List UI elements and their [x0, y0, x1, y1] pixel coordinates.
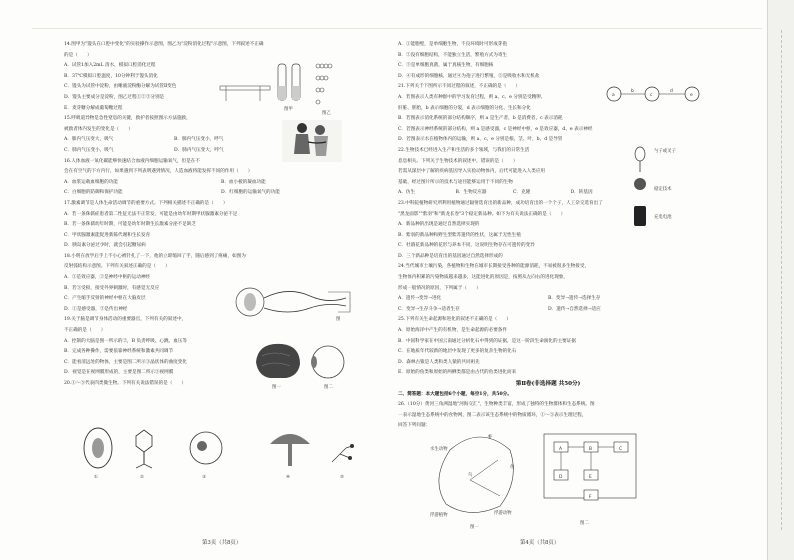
question-18-option: A．①是效应器，②是神经中枢的运动神经 — [64, 275, 151, 281]
question-21-option: D．若图表示水在植物体内的运输，则 a、c、e 分别是根、茎、叶，b、d 是导管 — [398, 137, 563, 143]
question-22 — [398, 146, 698, 199]
question-24-stem: 生物体内积累的污染物质越来越多，这能进化的原因是，按照从左向右的进化现象， — [398, 275, 568, 281]
q22-label-battery: 充电电池 — [654, 215, 672, 220]
question-24-options — [398, 294, 698, 305]
cycle-title: 图二 — [580, 521, 589, 526]
question-16-option: D．红细胞的运输氧气的功能 — [221, 190, 280, 196]
question-16-stem: 16.人体血液一氧化碳能够快速结合血液内细胞运输氧气，但是在不 — [64, 158, 200, 164]
chain-node-e: e — [690, 93, 693, 98]
q15-heimlich-figure — [282, 120, 342, 162]
question-15-stem: 15.呼吸道异物是急性窒息的关键，救护者按照图示方法施救， — [64, 116, 191, 122]
question-25-option: E．原始的鱼类和原始的两栖类都是由古代的鱼类进化而来 — [398, 370, 517, 376]
question-16-option: B．血小板的凝血功能 — [221, 179, 266, 185]
q22-biotech-figure — [632, 146, 648, 230]
binding-dashed-line — [781, 30, 782, 530]
question-14-option: B．37℃模拟口腔温度，10分钟利于馒头消化 — [64, 73, 158, 79]
cycle-node: D — [559, 475, 563, 480]
question-15-options — [64, 135, 284, 146]
question-19-option: A．控制的大脑是图一所示的②，B 负责呼吸、心跳、血压等 — [64, 338, 187, 344]
question-19-stem: 不正确的是（ ） — [64, 328, 106, 334]
q20-figure-number: ① — [94, 475, 98, 480]
q22-label-spoon: 勺子或叉子 — [654, 149, 676, 154]
q20-figure-number: ⑤ — [340, 475, 344, 480]
q14-test-tube-figure — [218, 56, 348, 116]
question-15-stem: 被救者体内发生的变化是（ ） — [64, 126, 133, 132]
question-25-option: A．原始海洋中产生的有机物，是生命起源的必要条件 — [398, 328, 507, 334]
question-22-stem: 若需从深层中了解的疾病基因导入实验动物体内，后代可能进入人类应用 — [398, 169, 546, 175]
question-15-options — [64, 146, 284, 157]
question-23-stem: 23.中科院植物研究所利用植物通过辐射选育出的新品种，成功培育出的一个个子，人工杂交选育出了 — [398, 200, 603, 206]
q19-figure-label-1: 图一 — [272, 385, 281, 390]
question-17-option: D．胰岛素分泌过少时，就会引起糖尿病 — [64, 243, 146, 249]
question-25-stem: 25.下列有关生命起源和进化的叙述不正确的是（ ） — [398, 317, 511, 323]
question-20-option: D．④有成形的细胞核，通过④为孢子进行繁殖，⑤是吸收水和无机盐 — [398, 73, 540, 79]
q19-brain-eye-figure — [250, 336, 350, 392]
question-23-option: A．新品种的出现是通过自然选择实现的 — [398, 222, 480, 228]
q26-food-web-figure — [420, 420, 540, 530]
question-26-stem: 一表示湿地生态系统中的食物网，图二表示该生态系统中的物质循环，①～⑤表示生理过程， — [398, 412, 587, 418]
food-web-node: 水生动物 — [430, 447, 448, 452]
question-24-option: B．变异→遗传→选择生存 — [548, 296, 601, 302]
question-17-option: A．若一条侏儒症患者第二性征无法不正常发，可能是由幼年时期甲状腺激素分泌不足 — [64, 211, 238, 217]
question-16-options — [64, 178, 378, 189]
question-25-option: B．中国科学家在中国云南通过分析化石中得到的证据，是这一阶段生命演化的主要证据 — [398, 338, 576, 344]
food-web-node: 浮游植物 — [430, 513, 448, 518]
question-17 — [64, 199, 378, 252]
question-15-option: B．肺内气压变小，呼气 — [174, 137, 224, 143]
question-20-options — [398, 40, 698, 82]
question-18-option: D．①是感受器，③是传出神经 — [64, 306, 128, 312]
question-20-option: B．②没有细胞结构，不能独立生活，繁殖方式为寄生 — [398, 52, 508, 58]
question-18-stem: 18.小明在放学后手上不小心被针扎了一下，他的立即缩回了手，随后感到了疼痛，如图为 — [64, 253, 246, 259]
q19-figure-label-2: 图二 — [324, 385, 333, 390]
question-22-option: A．仿生 — [398, 190, 416, 196]
question-16 — [64, 157, 378, 199]
cycle-node: A — [559, 447, 563, 452]
food-web-node: 鸟 — [468, 473, 473, 478]
question-20-option: C．③是单细胞真菌，属于真核生物，有细胞核 — [398, 63, 494, 69]
question-17-stem: 17.激素调节是人体生命活动调节的重要方式。下列相关描述不正确的是（ ） — [64, 200, 228, 206]
question-24-option: C．变异→生存斗争→适者生存 — [398, 306, 460, 312]
chain-arrow-b: b — [631, 89, 634, 94]
cycle-node: E — [589, 475, 592, 480]
question-24-option: D．遗传→自然选择→适应 — [548, 306, 601, 312]
q26-cycle-figure — [540, 426, 640, 530]
food-web-node: 鱼 — [510, 465, 515, 470]
question-23 — [398, 199, 698, 263]
question-22-stem: 基础，经过图片所示的技术与途径能够运用于不同的生物 — [398, 179, 513, 185]
q20-figure-number: ③ — [202, 475, 206, 480]
chain-node-c: c — [650, 93, 653, 98]
question-22-stem: 22.生物技术已经进入生产和生活的多个领域，与我们的日常生活 — [398, 147, 530, 153]
binding-margin — [767, 0, 794, 560]
q22-label-tech: 稳定技术 — [654, 187, 672, 192]
question-18-option: B．若⑤受损，接受外界刺激时，有感觉无反应 — [64, 285, 160, 291]
food-web-node: 浮游动物 — [494, 511, 512, 516]
question-24-options — [398, 305, 698, 316]
chain-node-a: a — [612, 93, 615, 98]
question-24-stem: 形成一般情况的原因，下列属于（ ） — [398, 285, 481, 291]
question-17-option: C．甲状腺激素能促进新陈代谢和生长发育 — [64, 232, 151, 238]
question-25-option: D．森林古猿是人类和类人猿的共同祖先 — [398, 359, 480, 365]
q14-figure-label-a: 图甲 — [284, 107, 293, 112]
question-14-option: E．麦芽糖分解成葡萄糖过程 — [64, 105, 123, 111]
question-23-option: D．三个新品种是培育出的基因通过自然选择形成的 — [398, 253, 503, 259]
question-18-stem: 反射弧结构示意图。下列有关叙述正确的是（ ） — [64, 264, 170, 270]
part-2-heading: 二、简答题：本大题包括6个小题，每空1分，共50分。 — [398, 391, 512, 397]
question-16-option: A．血浆运载血细胞的功能 — [64, 179, 118, 185]
question-21-option: 肝脏、胚胎，b 表示细胞的分裂，d 表示细胞的分化、生长和分化 — [398, 105, 531, 111]
question-19-option: C．能看清远处的物体，主要是图二所示③晶状体的曲度变化 — [64, 359, 187, 365]
page-4-footer: 第4页（共8页） — [520, 540, 560, 546]
question-22-options — [398, 188, 628, 199]
question-24-option: A．遗传→变异→进化 — [398, 296, 442, 302]
question-19-stem: 19.关于脑是调节身体活动的重要器官，下列有关的叙述中， — [64, 317, 187, 323]
question-21-option: B．若图表示消化系统的部分结构顺序，则 a 是生产者，b 是消费者，c 表示消耗 — [398, 116, 563, 122]
chain-arrow-d: d — [670, 89, 673, 94]
question-19-option: D．视觉是在视网膜形成的，主要是图二所示⑤视网膜 — [64, 370, 174, 376]
question-22-option: D．转基因 — [570, 190, 593, 196]
question-18-option: C．产生缩手反射的神经中枢在大脑皮层 — [64, 296, 146, 302]
question-16-stem: 会在有空气的下方内行，如果遇到下列表明遇到情况，人造血液将能发挥不同的作用（ ） — [64, 169, 253, 175]
question-20-option: A．①能胞壁，是单细胞生物，不良环境时可形成芽孢 — [398, 42, 507, 47]
food-web-node: 虾 — [488, 435, 493, 440]
page-3-footer: 第3页（共8页） — [202, 540, 242, 546]
q21-chain-diagram — [606, 84, 702, 104]
question-23-option: C．杜鹃花新品种的花形与养本不同，这说明生物存在可遗传的变异 — [398, 243, 535, 249]
question-19-option: B．完成各种操作，需要依靠神经系统和激素共同调节 — [64, 349, 174, 355]
question-26-stem: 回答下列问题： — [398, 423, 431, 429]
q20-microbes-figure — [70, 424, 370, 482]
question-16-options — [64, 188, 378, 199]
cycle-node: F — [589, 495, 592, 500]
question-22-option: B．生物反应器 — [455, 190, 487, 196]
question-15-option: A．肺内气压变大，吸气 — [64, 137, 114, 143]
q14-figure-label-b: 图乙 — [322, 111, 331, 116]
question-25-option: C．在地质年代较新的地层中发现了更多的复杂生物的化石 — [398, 349, 517, 355]
question-21-stem: 21.下列关于下图所示不同过程的叙述，不正确的是（ ） — [398, 84, 521, 90]
question-14-option: C．馒头为试管中淀粉，由唾液淀粉酶分解为试管Ⅱ变色 — [64, 84, 177, 90]
question-22-option: C．克隆 — [513, 190, 531, 196]
q18-figure-label: 图 — [336, 317, 341, 322]
question-24-stem: 24.当代城市土壤污染，各植物和生物在城市长期接受各种的能源消耗，不易被很多生物接受， — [398, 264, 590, 270]
question-14-stem: 的是（ ） — [64, 52, 92, 58]
question-22-stem: 息息相关。下列关于生物技术的叙述中，错误的是（ ） — [398, 158, 518, 164]
question-14-option: A．试管1加入2mL 清水，模拟口腔消化过程 — [64, 63, 156, 69]
question-14-stem: 14.图甲为"馒头在口腔中变化"的实验操作示意图，图乙为"淀粉消化过程"示意图，下列叙述不正确 — [64, 42, 264, 47]
question-26-stem: 26.（10分）黄河三角洲湿地"河海交汇"，生物种类丰富，形成了独特的生物群体和生态系统。图 — [398, 402, 595, 408]
question-23-option: B．紫羽的新品种和野生型紫苏遗传的性状，这属于无性生殖 — [398, 232, 521, 238]
q18-reflex-arc-figure — [228, 282, 353, 324]
question-15-option: C．肺内气压变小，吸气 — [64, 147, 114, 153]
top-edge-line — [32, 28, 762, 29]
question-14-option: D．馒头主要成分是淀粉，图乙过程①②③分别是 — [64, 94, 165, 100]
part-2-title: 第Ⅱ卷(非选择题 共50分) — [515, 381, 581, 387]
q20-figure-number: ② — [140, 475, 144, 480]
question-17-option: B．若一条侏儒幼年时期，可能是幼年时期生长激素分泌不足缺乏 — [64, 222, 197, 228]
q20-figure-number: ④ — [286, 475, 290, 480]
question-21-option: C．若图表示神经系统的部分结构，则 a 是感受器，c 是神经中枢，e 是效应器，d、e 表示神经 — [398, 126, 593, 132]
question-25 — [398, 315, 698, 379]
question-23-stem: "黑龙面影""紫羽"和"新龙长卷"3个稳定新品种。如下为有关说法正确的是（ ） — [398, 211, 566, 217]
cycle-node: B — [589, 447, 593, 452]
cycle-node: C — [619, 447, 623, 452]
question-24 — [398, 262, 698, 315]
question-16-option: C．白细胞的防御和保护功能 — [64, 190, 123, 196]
question-20-stem: 20.①～⑤代表四类微生物。下列有关说法错误的是（ ） — [64, 381, 187, 386]
question-21-option: A．若图表示人类有种群中的学习发育过程，则 a、c、e 分别是受精卵、 — [398, 94, 546, 100]
food-web-title: 图一 — [470, 525, 479, 530]
question-15-option: D．肺内气压变大，呼气 — [174, 147, 224, 153]
